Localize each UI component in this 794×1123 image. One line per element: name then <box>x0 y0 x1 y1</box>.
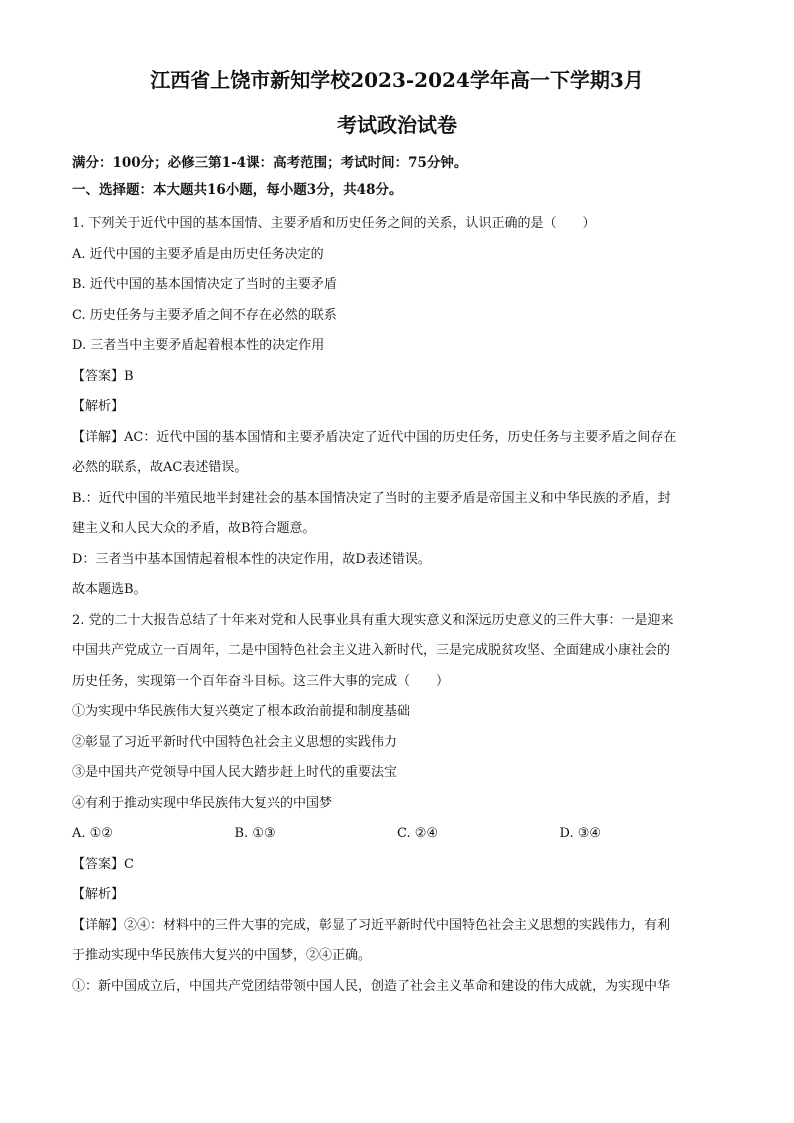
statement-2: ②彰显了习近平新时代中国特色社会主义思想的实践伟力 <box>72 734 398 750</box>
answer-line <box>72 362 722 393</box>
detail-line: 【详解】②④：材料中的三件大事的完成，彰显了习近平新时代中国特色社会主义思想的实践伟力，有利 <box>72 917 671 933</box>
option-a: A. 近代中国的主要矛盾是由历史任务决定的 <box>72 246 324 262</box>
statement-3: ③是中国共产党领导中国人民大踏步赶上时代的重要法宝 <box>72 765 398 780</box>
option-b: B. 近代中国的基本国情决定了当时的主要矛盾 <box>72 277 337 292</box>
detail-line: 【详解】AC：近代中国的基本国情和主要矛盾决定了近代中国的历史任务，历史任务与主要矛盾之间存在 <box>72 429 677 445</box>
detail-line: ①：新中国成立后，中国共产党团结带领中国人民，创造了社会主义革命和建设的伟大成就，为实现中华 <box>72 978 671 994</box>
detail-line: 必然的联系，故AC表述错误。 <box>72 460 248 475</box>
question-stem: 1. 下列关于近代中国的基本国情、主要矛盾和历史任务之间的关系，认识正确的是（ ） <box>72 216 596 231</box>
detail-line: 于推动实现中华民族伟大复兴的中国梦，②④正确。 <box>72 948 372 963</box>
choices-row <box>72 819 722 850</box>
detail-line: 故本题选B。 <box>72 582 147 597</box>
question-2 <box>72 606 722 1003</box>
question-stem: 历史任务，实现第一个百年奋斗目标。这三件大事的完成（ ） <box>72 673 450 689</box>
question-1 <box>72 209 722 606</box>
detail-line: 建主义和人民大众的矛盾，故B符合题意。 <box>72 521 316 536</box>
answer-line <box>72 850 722 881</box>
question-stem: 2. 党的二十大报告总结了十年来对党和人民事业具有重大现实意义和深远历史意义的三件大事：一是迎来 <box>72 612 674 628</box>
answer-value: B <box>124 368 134 384</box>
answer-value: C <box>124 856 134 872</box>
answer-label: 【答案】 <box>72 856 125 872</box>
choice-b: B. ①③ <box>234 826 276 841</box>
choice-c: C. ②④ <box>397 826 439 841</box>
choice-a: A. ①② <box>72 826 113 841</box>
detail-line: B.：近代中国的半殖民地半封建社会的基本国情决定了当时的主要矛盾是帝国主义和中华民族的矛盾，封 <box>72 490 671 506</box>
detail-line: D：三者当中基本国情起着根本性的决定作用，故D表述错误。 <box>72 551 431 567</box>
answer-label: 【答案】 <box>72 368 125 384</box>
statement-4: ④有利于推动实现中华民族伟大复兴的中国梦 <box>72 795 333 811</box>
question-stem: 中国共产党成立一百周年，二是中国特色社会主义进入新时代，三是完成脱贫攻坚、全面建成小康社会的 <box>72 643 671 658</box>
statement-1: ①为实现中华民族伟大复兴奠定了根本政治前提和制度基础 <box>72 704 411 719</box>
analysis-label: 【解析】 <box>72 887 125 902</box>
option-d: D. 三者当中主要矛盾起着根本性的决定作用 <box>72 338 325 353</box>
analysis-label: 【解析】 <box>72 399 125 414</box>
option-c: C. 历史任务与主要矛盾之间不存在必然的联系 <box>72 307 337 323</box>
doc-title-line2: 考试政治试卷 <box>337 113 457 137</box>
choice-d: D. ③④ <box>559 826 602 841</box>
doc-title-line1: 江西省上饶市新知学校2023-2024学年高一下学期3月 <box>150 68 644 92</box>
exam-meta: 满分：100分；必修三第1-4课：高考范围；考试时间：75分钟。 <box>72 155 468 171</box>
section-heading: 一、选择题：本大题共16小题，每小题3分，共48分。 <box>72 182 403 198</box>
